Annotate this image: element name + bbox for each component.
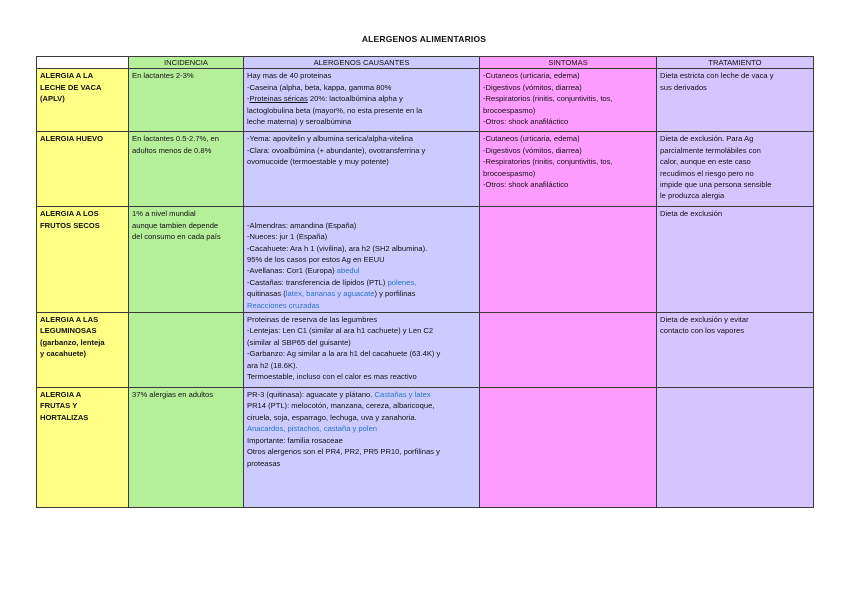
alergeno-highlight: polenes, <box>387 277 417 287</box>
alergeno-text: -Clara: ovoalbúmina (+ abundante), ovotransferrina y <box>247 145 426 155</box>
alergeno-line <box>247 325 476 336</box>
alergeno-text: Termoestable, incluso con el calor es mas reactivo <box>247 372 417 382</box>
header-blank <box>37 57 129 69</box>
alergeno-line <box>247 400 476 411</box>
alergeno-underlined: Proteinas séricas <box>249 94 308 104</box>
tratamiento-cell <box>657 313 814 388</box>
cell-line: ALERGIA A LAS <box>40 315 99 325</box>
allergy-name-cell <box>37 388 129 508</box>
alergeno-text: Otros alergenos son el PR4, PR2, PR5 PR10, porfilinas y <box>247 447 440 457</box>
cell-line: -Otros: shock anafiláctico <box>483 117 569 127</box>
cell-line: brocoespasmo) <box>483 105 536 115</box>
alergeno-line <box>247 371 476 382</box>
cell-line: -Cutaneos (urticaria, edema) <box>483 134 580 144</box>
cell-line: (APLV) <box>40 94 65 104</box>
alergeno-text: (similar al SBP65 del guisante) <box>247 337 351 347</box>
sintomas-cell <box>480 313 657 388</box>
alergeno-text: -Nueces: jur 1 (España) <box>247 232 328 242</box>
cell-line: ALERGIA A <box>40 390 82 400</box>
cell-line: En lactantes 0.5-2.7%, en <box>132 134 219 144</box>
alergeno-line <box>247 220 476 231</box>
cell-line: LECHE DE VACA <box>40 82 102 92</box>
alergeno-line <box>247 435 476 446</box>
alergeno-prefix: - <box>247 94 250 104</box>
alergeno-highlight: abedul <box>336 266 360 276</box>
alergeno-line <box>247 254 476 265</box>
tratamiento-cell <box>657 388 814 508</box>
cell-line: aunque tambien depende <box>132 220 219 230</box>
cell-line: parcialmente termolábiles con <box>660 145 761 155</box>
incidencia-cell <box>129 207 244 313</box>
alergeno-line <box>247 389 476 400</box>
cell-line: Dieta de exclusión. Para Ag <box>660 134 754 144</box>
header-row <box>37 57 814 69</box>
alergeno-line <box>247 265 476 276</box>
alergeno-line <box>247 105 476 116</box>
alergenos-cell <box>244 207 480 313</box>
cell-line: En lactantes 2-3% <box>132 71 194 81</box>
cell-line: del consumo en cada país <box>132 232 221 242</box>
cell-line: calor, aunque en este caso <box>660 157 751 167</box>
alergeno-text: ara h2 (18.6K). <box>247 360 298 370</box>
cell-line: FRUTAS Y <box>40 401 78 411</box>
alergeno-text: -Castañas: transferencia de lípidos (PTL) <box>247 277 388 287</box>
alergeno-text: PR14 (PTL): melocotón, manzana, cereza, albaricoque, <box>247 401 435 411</box>
alergeno-line <box>247 82 476 93</box>
alergenos-cell <box>244 69 480 132</box>
cell-line: (garbanzo, lenteja <box>40 337 105 347</box>
tratamiento-cell <box>657 69 814 132</box>
cell-line: y cacahuete) <box>40 349 87 359</box>
alergeno-line <box>247 458 476 469</box>
header-alergenos: ALERGENOS CAUSANTES <box>244 57 480 69</box>
alergeno-line <box>247 145 476 156</box>
header-sintomas: SINTOMAS <box>480 57 657 69</box>
alergeno-line <box>247 231 476 242</box>
alergeno-line <box>247 412 476 423</box>
cell-line: recudimos el riesgo pero no <box>660 168 754 178</box>
cell-line: -Respiratorios (rinitis, conjuntivitis, tos, <box>483 94 613 104</box>
alergeno-text: -Avellanas: Cor1 (Europa) <box>247 266 337 276</box>
alergeno-text: -Yema: apovitelin y albumina serica/alpha-vitelina <box>247 134 414 144</box>
alergeno-highlight: Anacardos, pistachos, castaña y polen <box>247 424 378 434</box>
alergeno-line <box>247 446 476 457</box>
cell-line: -Digestivos (vómitos, diarrea) <box>483 82 582 92</box>
cell-line: ALERGIA HUEVO <box>40 134 104 144</box>
cell-line: LEGUMINOSAS <box>40 326 97 336</box>
alergeno-line <box>247 70 476 81</box>
tratamiento-cell <box>657 207 814 313</box>
alergeno-text: Hay mas de 40 proteinas <box>247 71 332 81</box>
cell-line: -Respiratorios (rinitis, conjuntivitis, tos, <box>483 157 613 167</box>
header-tratamiento: TRATAMIENTO <box>657 57 814 69</box>
cell-line: Dieta de exclusión <box>660 209 723 219</box>
cell-line: ALERGIA A LOS <box>40 209 99 219</box>
allergen-table <box>36 56 814 508</box>
alergeno-text: Proteinas de reserva de las legumbres <box>247 315 378 325</box>
table-row <box>37 132 814 207</box>
cell-line: adultos menos de 0.8% <box>132 145 212 155</box>
alergeno-text: ovomucoide (termoestable y muy potente) <box>247 157 389 167</box>
cell-line: contacto con los vapores <box>660 326 745 336</box>
alergeno-text: -Cacahuete: Ara h 1 (vivilina), ara h2 (SH2 albumina). <box>247 243 428 253</box>
alergeno-highlight: Reacciones cruzadas <box>247 300 320 310</box>
alergeno-text: Importante: familia rosaceae <box>247 435 343 445</box>
sintomas-cell <box>480 69 657 132</box>
sintomas-cell <box>480 132 657 207</box>
table-row <box>37 313 814 388</box>
cell-line: sus derivados <box>660 82 707 92</box>
cell-line: FRUTOS SECOS <box>40 220 100 230</box>
alergeno-highlight: latex, bananas y aguacate <box>285 289 375 299</box>
sintomas-cell <box>480 207 657 313</box>
cell-line: -Otros: shock anafiláctico <box>483 180 569 190</box>
alergeno-after: ) y porfilinas <box>374 289 416 299</box>
alergeno-line <box>247 300 476 311</box>
alergeno-text: 95% de los casos por estos Ag en EEUU <box>247 255 385 265</box>
alergeno-text: lactoglobulina beta (mayor%, no esta presente en la <box>247 105 423 115</box>
cell-line: ALERGIA A LA <box>40 71 94 81</box>
alergeno-text: proteasas <box>247 458 281 468</box>
alergeno-text: -Caseina (alpha, beta, kappa, gamma 80% <box>247 82 392 92</box>
alergeno-text: leche materna) y seroalbúmina <box>247 117 352 127</box>
alergeno-text: PR-3 (quitinasa): aguacate y plátano. <box>247 390 375 400</box>
incidencia-cell <box>129 69 244 132</box>
alergeno-line <box>247 116 476 127</box>
alergeno-text: quitinasas ( <box>247 289 286 299</box>
alergenos-cell <box>244 313 480 388</box>
alergenos-cell <box>244 388 480 508</box>
alergeno-line <box>247 243 476 254</box>
alergeno-line <box>247 93 476 104</box>
alergeno-text: -Almendras: amandina (España) <box>247 220 357 230</box>
table-row <box>37 388 814 508</box>
allergy-name-cell <box>37 132 129 207</box>
cell-line: -Cutaneos (urticaria, edema) <box>483 71 580 81</box>
alergeno-highlight: Castañas y latex <box>374 390 431 400</box>
allergy-name-cell <box>37 207 129 313</box>
alergeno-line <box>247 314 476 325</box>
alergeno-text: ciruela, soja, esparrago, lechuga, uva y zanahoria. <box>247 412 417 422</box>
cell-line: 37% alergias en adultos <box>132 390 214 400</box>
cell-line: Dieta de exclusión y evitar <box>660 315 749 325</box>
alergeno-line <box>247 133 476 144</box>
table-row <box>37 207 814 313</box>
alergeno-text: 20%: lactoalbúmina alpha y <box>307 94 403 104</box>
incidencia-cell <box>129 388 244 508</box>
allergy-name-cell <box>37 313 129 388</box>
cell-line: 1% a nivel mundial <box>132 209 196 219</box>
incidencia-cell <box>129 132 244 207</box>
alergeno-line <box>247 208 476 219</box>
cell-line: HORTALIZAS <box>40 412 89 422</box>
alergeno-line <box>247 423 476 434</box>
table-row <box>37 69 814 132</box>
alergeno-text: -Garbanzo: Ag similar a la ara h1 del cacahuete (63.4K) y <box>247 349 441 359</box>
alergeno-line <box>247 348 476 359</box>
alergeno-line <box>247 337 476 348</box>
sintomas-cell <box>480 388 657 508</box>
incidencia-cell <box>129 313 244 388</box>
document-title: ALERGENOS ALIMENTARIOS <box>361 34 487 44</box>
cell-line: impide que una persona sensible <box>660 180 772 190</box>
alergeno-text: -Lentejas: Len C1 (similar al ara h1 cachuete) y Len C2 <box>247 326 434 336</box>
alergeno-line <box>247 288 476 299</box>
cell-line: brocoespasmo) <box>483 168 536 178</box>
cell-line: le produzca alergia <box>660 191 725 201</box>
cell-line: Dieta estricta con leche de vaca y <box>660 71 774 81</box>
alergenos-cell <box>244 132 480 207</box>
cell-line: -Digestivos (vómitos, diarrea) <box>483 145 582 155</box>
alergeno-line <box>247 156 476 167</box>
header-incidencia: INCIDENCIA <box>129 57 244 69</box>
alergeno-line <box>247 360 476 371</box>
tratamiento-cell <box>657 132 814 207</box>
alergeno-line <box>247 277 476 288</box>
allergy-name-cell <box>37 69 129 132</box>
